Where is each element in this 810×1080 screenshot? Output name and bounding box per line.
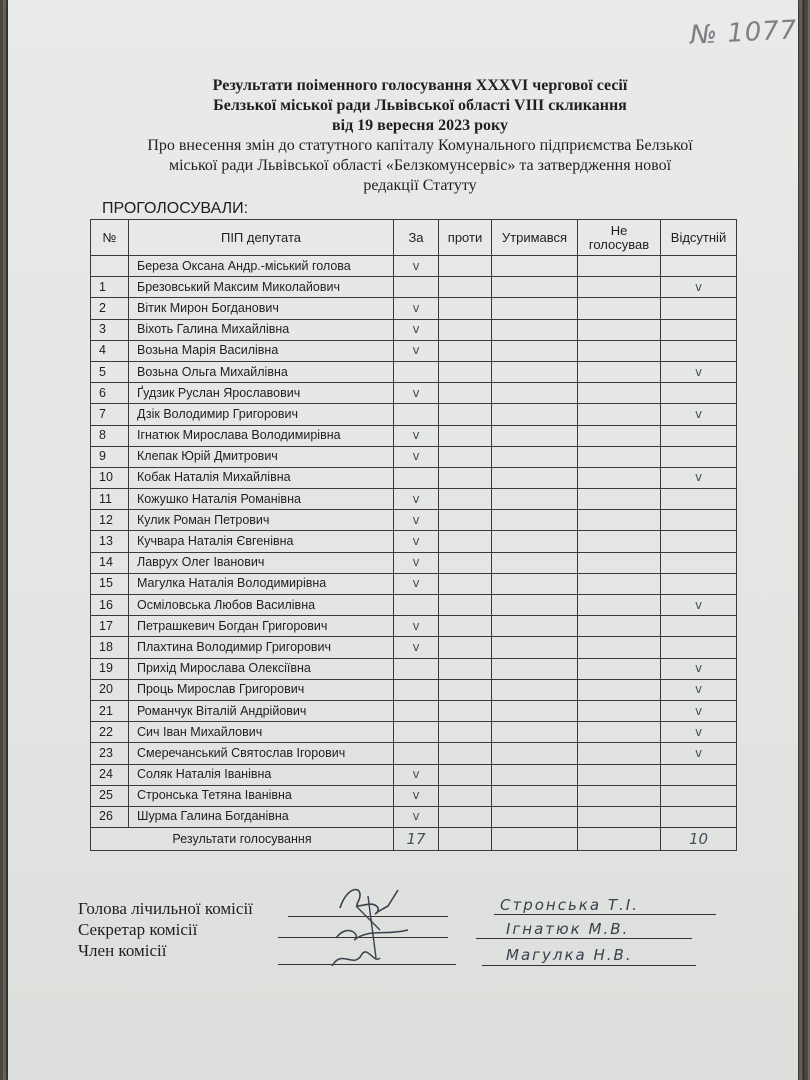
- vote-not-voted-cell: [578, 743, 661, 764]
- deputy-name: Магулка Наталія Володимирівна: [129, 573, 394, 594]
- vote-absent-mark: [661, 446, 737, 467]
- row-number: 26: [91, 806, 129, 827]
- table-row: [91, 383, 737, 404]
- row-number: 15: [91, 573, 129, 594]
- vote-abstained-cell: [492, 679, 578, 700]
- row-number: 3: [91, 319, 129, 340]
- vote-abstained-cell: [492, 510, 578, 531]
- vote-abstained-cell: [492, 531, 578, 552]
- vote-absent-mark: v: [661, 743, 737, 764]
- handwritten-signatures: [318, 878, 418, 974]
- title-line-2: Белзької міської ради Львівської області VIII скликання: [213, 97, 627, 114]
- table-row: [91, 764, 737, 785]
- vote-not-voted-cell: [578, 510, 661, 531]
- table-row: [91, 658, 737, 679]
- table-row: [91, 595, 737, 616]
- row-number: 9: [91, 446, 129, 467]
- vote-against-cell: [439, 256, 492, 277]
- secretary-name-line: [476, 938, 692, 939]
- vote-against-cell: [439, 425, 492, 446]
- header-name: ПІП депутата: [129, 220, 394, 256]
- vote-abstained-cell: [492, 340, 578, 361]
- vote-for-mark: v: [394, 764, 439, 785]
- vote-not-voted-cell: [578, 595, 661, 616]
- vote-absent-mark: [661, 573, 737, 594]
- vote-absent-mark: v: [661, 658, 737, 679]
- vote-for-mark: v: [394, 425, 439, 446]
- vote-abstained-cell: [492, 616, 578, 637]
- table-row: [91, 573, 737, 594]
- table-row: [91, 531, 737, 552]
- vote-abstained-cell: [492, 361, 578, 382]
- deputy-name: Плахтина Володимир Григорович: [129, 637, 394, 658]
- vote-absent-mark: [661, 383, 737, 404]
- vote-for-mark: [394, 361, 439, 382]
- vote-absent-mark: [661, 764, 737, 785]
- deputy-name: Возьна Марія Василівна: [129, 340, 394, 361]
- vote-absent-mark: v: [661, 679, 737, 700]
- deputy-name: Лаврух Олег Іванович: [129, 552, 394, 573]
- header-num: №: [91, 220, 129, 256]
- vote-absent-mark: [661, 785, 737, 806]
- title-line-3: від 19 вересня 2023 року: [332, 117, 508, 134]
- title-line-1: Результати поіменного голосування XXXVI чергової сесії: [212, 77, 628, 94]
- vote-against-cell: [439, 595, 492, 616]
- vote-abstained-cell: [492, 806, 578, 827]
- vote-against-cell: [439, 277, 492, 298]
- deputy-name: Кожушко Наталія Романівна: [129, 489, 394, 510]
- table-row: [91, 785, 737, 806]
- vote-for-mark: v: [394, 319, 439, 340]
- vote-for-mark: v: [394, 383, 439, 404]
- vote-abstained-cell: [492, 446, 578, 467]
- vote-abstained-cell: [492, 425, 578, 446]
- table-header-row: [91, 220, 737, 256]
- vote-not-voted-cell: [578, 616, 661, 637]
- row-number: 22: [91, 722, 129, 743]
- vote-abstained-cell: [492, 489, 578, 510]
- vote-abstained-cell: [492, 404, 578, 425]
- row-number: 17: [91, 616, 129, 637]
- deputy-name: Ґудзик Руслан Ярославович: [129, 383, 394, 404]
- totals-label: Результати голосування: [91, 828, 394, 851]
- vote-absent-mark: [661, 510, 737, 531]
- deputy-name: Береза Оксана Андр.-міський голова: [129, 256, 394, 277]
- vote-abstained-cell: [492, 637, 578, 658]
- row-number: 14: [91, 552, 129, 573]
- vote-absent-mark: [661, 616, 737, 637]
- vote-absent-mark: [661, 319, 737, 340]
- vote-not-voted-cell: [578, 806, 661, 827]
- deputy-name: Стронська Тетяна Іванівна: [129, 785, 394, 806]
- vote-against-cell: [439, 806, 492, 827]
- vote-against-cell: [439, 510, 492, 531]
- table-row: [91, 806, 737, 827]
- table-surface-right: [796, 0, 810, 1080]
- document-title: [100, 76, 740, 196]
- vote-absent-mark: [661, 425, 737, 446]
- vote-for-mark: [394, 467, 439, 488]
- row-number: 13: [91, 531, 129, 552]
- vote-for-mark: [394, 679, 439, 700]
- vote-abstained-cell: [492, 277, 578, 298]
- vote-abstained-cell: [492, 658, 578, 679]
- vote-against-cell: [439, 361, 492, 382]
- vote-against-cell: [439, 764, 492, 785]
- deputy-name: Кучвара Наталія Євгенівна: [129, 531, 394, 552]
- totals-row: [91, 828, 737, 851]
- totals-against: [439, 828, 492, 851]
- vote-against-cell: [439, 489, 492, 510]
- table-row: [91, 446, 737, 467]
- header-absent: Відсутній: [661, 220, 737, 256]
- deputy-name: Смеречанський Святослав Ігорович: [129, 743, 394, 764]
- row-number: 10: [91, 467, 129, 488]
- vote-not-voted-cell: [578, 658, 661, 679]
- subject-line-3: редакції Статуту: [363, 177, 477, 194]
- deputy-name: Проць Мирослав Григорович: [129, 679, 394, 700]
- vote-absent-mark: v: [661, 467, 737, 488]
- vote-abstained-cell: [492, 383, 578, 404]
- vote-absent-mark: [661, 552, 737, 573]
- header-against: проти: [439, 220, 492, 256]
- vote-for-mark: v: [394, 637, 439, 658]
- table-row: [91, 256, 737, 277]
- row-number: 1: [91, 277, 129, 298]
- vote-for-mark: [394, 658, 439, 679]
- deputy-name: Романчук Віталій Андрійович: [129, 700, 394, 721]
- vote-absent-mark: [661, 489, 737, 510]
- vote-against-cell: [439, 743, 492, 764]
- vote-for-mark: [394, 595, 439, 616]
- vote-for-mark: v: [394, 256, 439, 277]
- deputy-name: Вітик Мирон Богданович: [129, 298, 394, 319]
- vote-for-mark: [394, 277, 439, 298]
- vote-for-mark: v: [394, 573, 439, 594]
- vote-absent-mark: [661, 637, 737, 658]
- vote-absent-mark: v: [661, 361, 737, 382]
- vote-for-mark: [394, 743, 439, 764]
- row-number: 25: [91, 785, 129, 806]
- voted-label: ПРОГОЛОСУВАЛИ:: [102, 200, 249, 217]
- header-for: За: [394, 220, 439, 256]
- vote-not-voted-cell: [578, 722, 661, 743]
- member-name-line: [482, 965, 696, 966]
- vote-not-voted-cell: [578, 256, 661, 277]
- vote-not-voted-cell: [578, 467, 661, 488]
- voting-results-table: [90, 219, 737, 851]
- table-surface-left: [0, 0, 8, 1080]
- vote-abstained-cell: [492, 256, 578, 277]
- vote-for-mark: [394, 722, 439, 743]
- chair-name-line: [494, 914, 716, 915]
- secretary-label: Секретар комісії: [78, 920, 198, 939]
- row-number: 16: [91, 595, 129, 616]
- deputy-name: Шурма Галина Богданівна: [129, 806, 394, 827]
- chair-handwritten-name: Стронська Т.І.: [500, 896, 639, 914]
- totals-abstained: [492, 828, 578, 851]
- handwritten-document-number: № 1077: [689, 15, 799, 51]
- vote-against-cell: [439, 679, 492, 700]
- table-row: [91, 679, 737, 700]
- table-row: [91, 552, 737, 573]
- row-number: 6: [91, 383, 129, 404]
- vote-against-cell: [439, 467, 492, 488]
- vote-abstained-cell: [492, 785, 578, 806]
- table-row: [91, 616, 737, 637]
- secretary-handwritten-name: Ігнатюк М.В.: [506, 920, 630, 938]
- vote-not-voted-cell: [578, 489, 661, 510]
- vote-against-cell: [439, 319, 492, 340]
- table-row: [91, 277, 737, 298]
- vote-for-mark: v: [394, 531, 439, 552]
- vote-for-mark: v: [394, 785, 439, 806]
- deputy-name: Дзік Володимир Григорович: [129, 404, 394, 425]
- table-row: [91, 467, 737, 488]
- deputy-name: Прихід Мирослава Олексіївна: [129, 658, 394, 679]
- table-row: [91, 637, 737, 658]
- row-number: 23: [91, 743, 129, 764]
- vote-abstained-cell: [492, 743, 578, 764]
- deputy-name: Ігнатюк Мирослава Володимирівна: [129, 425, 394, 446]
- deputy-name: Клепак Юрій Дмитрович: [129, 446, 394, 467]
- vote-absent-mark: v: [661, 700, 737, 721]
- vote-abstained-cell: [492, 764, 578, 785]
- vote-against-cell: [439, 637, 492, 658]
- vote-for-mark: v: [394, 616, 439, 637]
- vote-not-voted-cell: [578, 319, 661, 340]
- totals-not-voted: [578, 828, 661, 851]
- vote-not-voted-cell: [578, 340, 661, 361]
- vote-against-cell: [439, 404, 492, 425]
- vote-not-voted-cell: [578, 785, 661, 806]
- table-row: [91, 700, 737, 721]
- member-label: Член комісії: [78, 941, 167, 960]
- row-number: 8: [91, 425, 129, 446]
- header-not-voted: Не голосував: [578, 220, 661, 256]
- vote-for-mark: [394, 404, 439, 425]
- totals-absent: 10: [661, 828, 737, 851]
- vote-against-cell: [439, 531, 492, 552]
- vote-absent-mark: [661, 806, 737, 827]
- vote-not-voted-cell: [578, 679, 661, 700]
- vote-absent-mark: v: [661, 595, 737, 616]
- vote-for-mark: v: [394, 552, 439, 573]
- table-row: [91, 319, 737, 340]
- vote-absent-mark: [661, 256, 737, 277]
- row-number: 12: [91, 510, 129, 531]
- deputy-name: Віхоть Галина Михайлівна: [129, 319, 394, 340]
- row-number: 24: [91, 764, 129, 785]
- deputy-name: Кобак Наталія Михайлівна: [129, 467, 394, 488]
- row-number: 21: [91, 700, 129, 721]
- header-abstained: Утримався: [492, 220, 578, 256]
- vote-for-mark: v: [394, 298, 439, 319]
- vote-against-cell: [439, 383, 492, 404]
- subject-line-2: міської ради Львівської області «Белзкомунсервіс» та затвердження нової: [168, 157, 672, 174]
- vote-abstained-cell: [492, 552, 578, 573]
- vote-against-cell: [439, 700, 492, 721]
- table-row: [91, 404, 737, 425]
- vote-absent-mark: [661, 340, 737, 361]
- vote-for-mark: v: [394, 489, 439, 510]
- vote-not-voted-cell: [578, 700, 661, 721]
- deputy-name: Кулик Роман Петрович: [129, 510, 394, 531]
- row-number: [91, 256, 129, 277]
- table-row: [91, 425, 737, 446]
- vote-abstained-cell: [492, 700, 578, 721]
- table-row: [91, 340, 737, 361]
- vote-for-mark: v: [394, 446, 439, 467]
- table-row: [91, 361, 737, 382]
- row-number: 2: [91, 298, 129, 319]
- vote-against-cell: [439, 616, 492, 637]
- vote-against-cell: [439, 785, 492, 806]
- vote-abstained-cell: [492, 467, 578, 488]
- row-number: 7: [91, 404, 129, 425]
- deputy-name: Возьна Ольга Михайлівна: [129, 361, 394, 382]
- vote-abstained-cell: [492, 573, 578, 594]
- row-number: 4: [91, 340, 129, 361]
- vote-against-cell: [439, 658, 492, 679]
- deputy-name: Сич Іван Михайлович: [129, 722, 394, 743]
- table-row: [91, 298, 737, 319]
- vote-not-voted-cell: [578, 446, 661, 467]
- vote-absent-mark: [661, 298, 737, 319]
- vote-absent-mark: [661, 531, 737, 552]
- row-number: 18: [91, 637, 129, 658]
- vote-abstained-cell: [492, 319, 578, 340]
- commission-signatures: [78, 898, 290, 961]
- vote-not-voted-cell: [578, 637, 661, 658]
- member-handwritten-name: Магулка Н.В.: [506, 946, 633, 964]
- vote-for-mark: v: [394, 806, 439, 827]
- vote-not-voted-cell: [578, 277, 661, 298]
- vote-not-voted-cell: [578, 552, 661, 573]
- row-number: 5: [91, 361, 129, 382]
- vote-not-voted-cell: [578, 383, 661, 404]
- vote-not-voted-cell: [578, 425, 661, 446]
- deputy-name: Соляк Наталія Іванівна: [129, 764, 394, 785]
- row-number: 19: [91, 658, 129, 679]
- vote-against-cell: [439, 446, 492, 467]
- table-row: [91, 722, 737, 743]
- chair-label: Голова лічильної комісії: [78, 899, 253, 918]
- vote-against-cell: [439, 722, 492, 743]
- vote-for-mark: v: [394, 340, 439, 361]
- vote-not-voted-cell: [578, 298, 661, 319]
- vote-abstained-cell: [492, 298, 578, 319]
- subject-line-1: Про внесення змін до статутного капіталу Комунального підприємства Белзької: [147, 137, 693, 154]
- row-number: 20: [91, 679, 129, 700]
- vote-not-voted-cell: [578, 764, 661, 785]
- deputy-name: Петрашкевич Богдан Григорович: [129, 616, 394, 637]
- vote-for-mark: v: [394, 510, 439, 531]
- vote-absent-mark: v: [661, 404, 737, 425]
- vote-against-cell: [439, 340, 492, 361]
- deputy-name: Осміловська Любов Василівна: [129, 595, 394, 616]
- vote-not-voted-cell: [578, 573, 661, 594]
- row-number: 11: [91, 489, 129, 510]
- vote-abstained-cell: [492, 595, 578, 616]
- vote-against-cell: [439, 552, 492, 573]
- table-row: [91, 743, 737, 764]
- vote-against-cell: [439, 298, 492, 319]
- totals-for: 17: [394, 828, 439, 851]
- vote-absent-mark: v: [661, 722, 737, 743]
- vote-not-voted-cell: [578, 531, 661, 552]
- vote-against-cell: [439, 573, 492, 594]
- table-row: [91, 510, 737, 531]
- vote-absent-mark: v: [661, 277, 737, 298]
- vote-not-voted-cell: [578, 404, 661, 425]
- vote-for-mark: [394, 700, 439, 721]
- deputy-name: Брезовський Максим Миколайович: [129, 277, 394, 298]
- table-row: [91, 489, 737, 510]
- vote-abstained-cell: [492, 722, 578, 743]
- vote-not-voted-cell: [578, 361, 661, 382]
